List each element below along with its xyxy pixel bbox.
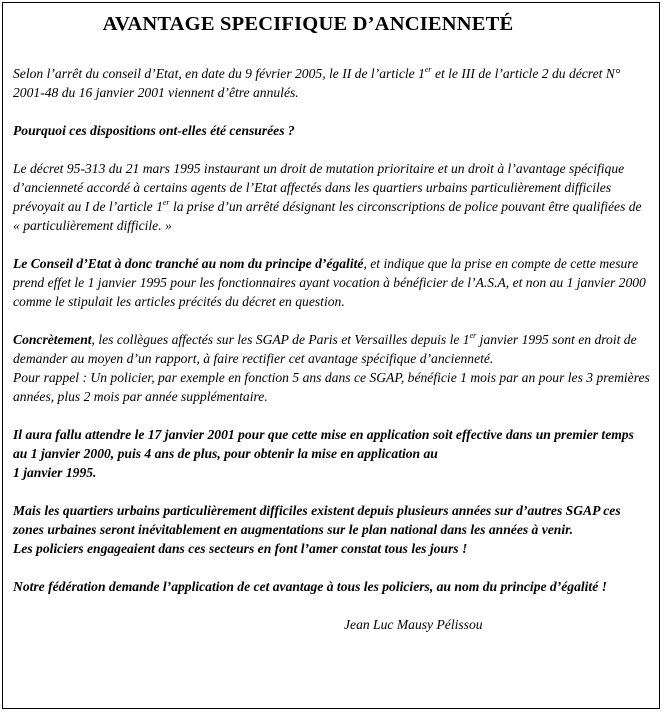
- constat-paragraph: Les policiers engageaient dans ces secteurs en font l’amer constat tous les jours !: [13, 541, 468, 556]
- delay-paragraph: Il aura fallu attendre le 17 janvier 2001 pour que cette mise en application soit effective dans un premier temps au 1 janvier 2000, puis 4 ans de plus, pour obtenir la mise en application au 1 janvier 1995.: [13, 427, 634, 480]
- signature: Jean Luc Mausy Pélissou: [344, 617, 483, 632]
- decree-paragraph: Le décret 95-313 du 21 mars 1995 instaurant un droit de mutation prioritaire et un droit à l’avantage spécifique d’ancienneté accordé à certains agents de l’Etat affectés dans les quartiers urbains particulièrement difficiles prévoyait au I de l’article 1er la prise d’un arrêté désignant les circonscriptions de police pouvant être qualifiées de « particulièrement difficile. »: [13, 161, 642, 233]
- intro-paragraph: Selon l’arrêt du conseil d’Etat, en date du 9 février 2005, le II de l’article 1er et le III de l’article 2 du décret N° 2001-48 du 16 janvier 2001 viennent d’être annulés.: [13, 65, 621, 100]
- federation-paragraph: Notre fédération demande l’application de cet avantage à tous les policiers, au nom du principe d’égalité !: [13, 579, 607, 594]
- question-heading: Pourquoi ces dispositions ont-elles été censurées ?: [13, 123, 295, 138]
- document-body: [3, 12, 659, 634]
- quartiers-paragraph: Mais les quartiers urbains particulièrement difficiles existent depuis plusieurs années sur d’autres SGAP ces zones urbaines seront inévitablement en augmentations sur le plan national dans les années à venir.: [13, 503, 621, 537]
- reminder-paragraph: Pour rappel : Un policier, par exemple en fonction 5 ans dans ce SGAP, bénéficie 1 mois par an pour les 3 premières années, plus 2 mois par année supplémentaire.: [13, 370, 650, 404]
- conseil-paragraph: Le Conseil d’Etat à donc tranché au nom du principe d’égalité, et indique que la prise en compte de cette mesure prend effet le 1 janvier 1995 pour les fonctionnaires ayant vocation à bénéficier de l’A.S.A, et non au 1 janvier 2000 comme le stipulait les articles précités du décret en question.: [13, 256, 646, 309]
- concretement-paragraph: Concrètement, les collègues affectés sur les SGAP de Paris et Versailles depuis le 1er janvier 1995 sont en droit de demander au moyen d’un rapport, à faire rectifier cet avantage spécifique d’ancienneté.: [13, 331, 637, 366]
- document-frame: [2, 2, 660, 709]
- document-title: AVANTAGE SPECIFIQUE D’ANCIENNETÉ: [102, 13, 514, 35]
